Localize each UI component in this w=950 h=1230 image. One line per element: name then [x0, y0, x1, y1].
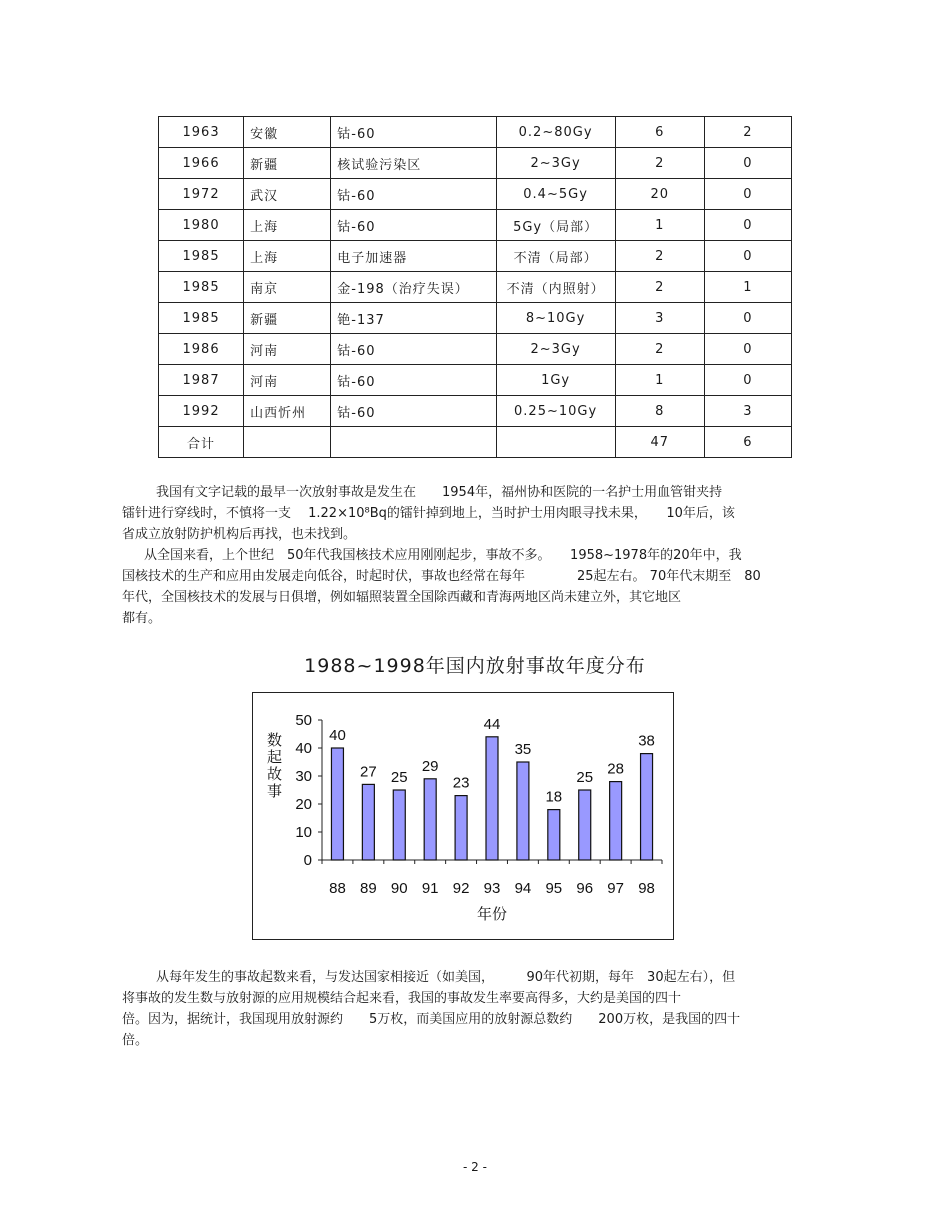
cell-year: 1963 — [159, 117, 244, 148]
table-row — [159, 210, 792, 241]
table-row — [159, 241, 792, 272]
table-row — [159, 427, 792, 458]
bar — [331, 748, 343, 860]
data-label: 40 — [329, 727, 346, 744]
cell-source: 钴-60 — [331, 117, 496, 148]
x-tick-label: 88 — [329, 880, 346, 897]
cell-location: 新疆 — [244, 148, 331, 179]
cell-location: 安徽 — [244, 117, 331, 148]
cell-source: 铯-137 — [331, 303, 496, 334]
cell-deaths: 6 — [704, 427, 791, 458]
x-tick-label: 92 — [452, 880, 470, 897]
cell-dose: 2~3Gy — [496, 148, 615, 179]
cell-deaths: 0 — [704, 210, 791, 241]
cell-persons: 2 — [615, 148, 704, 179]
cell-deaths: 2 — [704, 117, 791, 148]
data-label: 25 — [576, 769, 594, 786]
table-row — [159, 334, 792, 365]
cell-year: 1966 — [159, 148, 244, 179]
cell-source: 钴-60 — [331, 179, 496, 210]
cell-year: 1980 — [159, 210, 244, 241]
page-number: - 2 - — [463, 1160, 487, 1174]
cell-persons: 2 — [615, 334, 704, 365]
bar — [610, 782, 622, 860]
cell-deaths: 0 — [704, 148, 791, 179]
bar — [424, 779, 436, 860]
paragraph-line: 将事故的发生数与放射源的应用规模结合起来看，我国的事故发生率要高得多，大约是美国的四十 — [122, 991, 682, 1006]
x-tick-label: 91 — [421, 880, 439, 897]
data-label: 44 — [483, 715, 501, 733]
cell-dose: 0.4~5Gy — [496, 179, 615, 210]
cell-dose — [496, 427, 615, 458]
cell-year: 1992 — [159, 396, 244, 427]
accident-bar-chart — [252, 692, 674, 940]
cell-dose: 0.2~80Gy — [496, 117, 615, 148]
cell-source: 钴-60 — [331, 365, 496, 396]
cell-deaths: 3 — [704, 396, 791, 427]
cell-persons: 47 — [615, 427, 704, 458]
bar — [641, 754, 653, 860]
paragraph-line: 从每年发生的事故起数来看，与发达国家相接近（如美国， 90年代初期，每年 30起左右），但 — [156, 970, 736, 985]
cell-persons: 6 — [615, 117, 704, 148]
cell-year: 1987 — [159, 365, 244, 396]
cell-deaths: 1 — [704, 272, 791, 303]
cell-source: 钴-60 — [331, 396, 496, 427]
cell-location: 南京 — [244, 272, 331, 303]
cell-location: 山西忻州 — [244, 396, 331, 427]
cell-year: 1985 — [159, 272, 244, 303]
cell-persons: 3 — [615, 303, 704, 334]
cell-location: 上海 — [244, 241, 331, 272]
cell-year: 1972 — [159, 179, 244, 210]
x-tick-label: 97 — [607, 880, 624, 897]
paragraph-line: 都有。 — [122, 611, 162, 626]
bar — [362, 784, 374, 860]
y-axis-title: 数起故事 — [265, 732, 283, 800]
cell-source: 钴-60 — [331, 210, 496, 241]
paragraph-line: 我国有文字记载的最早一次放射事故是发生在 1954年，福州协和医院的一名护士用血管钳夹持 — [156, 485, 723, 500]
cell-persons: 20 — [615, 179, 704, 210]
paragraph-line: 倍。 — [122, 1033, 149, 1048]
cell-persons: 2 — [615, 272, 704, 303]
cell-location: 河南 — [244, 365, 331, 396]
paragraph-earliest-accident — [122, 482, 827, 545]
cell-deaths: 0 — [704, 303, 791, 334]
cell-persons: 8 — [615, 396, 704, 427]
bar — [455, 796, 467, 860]
data-label: 28 — [607, 760, 624, 778]
cell-source: 电子加速器 — [331, 241, 496, 272]
bar — [486, 737, 498, 860]
paragraph-line: 省成立放射防护机构后再找，也未找到。 — [122, 527, 357, 542]
y-tick-label: 50 — [295, 712, 312, 729]
cell-dose: 0.25~10Gy — [496, 396, 615, 427]
cell-source: 钴-60 — [331, 334, 496, 365]
data-label: 18 — [545, 788, 563, 806]
cell-year: 合计 — [159, 427, 244, 458]
cell-source: 核试验污染区 — [331, 148, 496, 179]
cell-location — [244, 427, 331, 458]
table-row — [159, 272, 792, 303]
cell-dose: 8~10Gy — [496, 303, 615, 334]
bar — [517, 762, 529, 860]
data-label: 25 — [390, 769, 408, 786]
cell-persons: 1 — [615, 210, 704, 241]
x-tick-label: 93 — [483, 880, 501, 897]
data-label: 27 — [360, 763, 377, 781]
cell-dose: 不清（局部） — [496, 241, 615, 272]
paragraph-national-overview — [122, 545, 827, 629]
cell-source — [331, 427, 496, 458]
data-label: 35 — [514, 741, 532, 758]
paragraph-line: 倍。因为，据统计，我国现用放射源约 5万枚，而美国应用的放射源总数约 200万枚，是我国的四十 — [122, 1012, 741, 1027]
cell-year: 1986 — [159, 334, 244, 365]
paragraph-line: 国核技术的生产和应用由发展走向低谷，时起时伏，事故也经常在每年 25起左右。 70年代末期至 80 — [122, 569, 761, 584]
table-row — [159, 303, 792, 334]
y-tick-label: 20 — [295, 796, 312, 813]
bar — [393, 790, 405, 860]
bar — [548, 810, 560, 860]
table-row — [159, 396, 792, 427]
cell-location: 新疆 — [244, 303, 331, 334]
chart-title: 1988~1998年国内放射事故年度分布 — [304, 655, 646, 677]
table-row — [159, 148, 792, 179]
x-tick-label: 89 — [360, 880, 377, 897]
cell-dose: 2~3Gy — [496, 334, 615, 365]
cell-deaths: 0 — [704, 179, 791, 210]
cell-deaths: 0 — [704, 241, 791, 272]
table-row — [159, 365, 792, 396]
table-row — [159, 179, 792, 210]
y-tick-label: 0 — [303, 852, 312, 869]
paragraph-line: 年代，全国核技术的发展与日俱增，例如辐照装置全国除西藏和青海两地区尚未建立外，其它地区 — [122, 590, 682, 605]
cell-year: 1985 — [159, 241, 244, 272]
cell-deaths: 0 — [704, 334, 791, 365]
cell-year: 1985 — [159, 303, 244, 334]
data-label: 23 — [452, 774, 470, 792]
data-label: 38 — [638, 732, 655, 750]
accident-table — [158, 116, 792, 458]
x-tick-label: 94 — [514, 880, 532, 897]
cell-location: 上海 — [244, 210, 331, 241]
y-tick-label: 30 — [295, 768, 312, 785]
bar — [579, 790, 591, 860]
x-tick-label: 98 — [638, 880, 655, 897]
x-tick-label: 96 — [576, 880, 594, 897]
y-tick-label: 40 — [295, 740, 312, 757]
cell-dose: 不清（内照射） — [496, 272, 615, 303]
paragraph-comparison — [122, 967, 827, 1051]
x-axis-title: 年份 — [476, 905, 508, 923]
table-row — [159, 117, 792, 148]
cell-source: 金-198（治疗失误） — [331, 272, 496, 303]
x-tick-label: 95 — [545, 880, 563, 897]
paragraph-line: 镭针进行穿线时，不慎将一支 1.22×10⁸Bq的镭针掉到地上，当时护士用肉眼寻找未果， 10年后，该 — [122, 506, 735, 521]
paragraph-line: 从全国来看，上个世纪 50年代我国核技术应用刚刚起步，事故不多。 1958~1978年的20年中，我 — [144, 548, 742, 563]
x-tick-label: 90 — [390, 880, 408, 897]
cell-location: 河南 — [244, 334, 331, 365]
cell-location: 武汉 — [244, 179, 331, 210]
cell-dose: 5Gy（局部） — [496, 210, 615, 241]
cell-dose: 1Gy — [496, 365, 615, 396]
y-tick-label: 10 — [295, 824, 312, 841]
cell-deaths: 0 — [704, 365, 791, 396]
cell-persons: 2 — [615, 241, 704, 272]
cell-persons: 1 — [615, 365, 704, 396]
data-label: 29 — [421, 757, 439, 775]
